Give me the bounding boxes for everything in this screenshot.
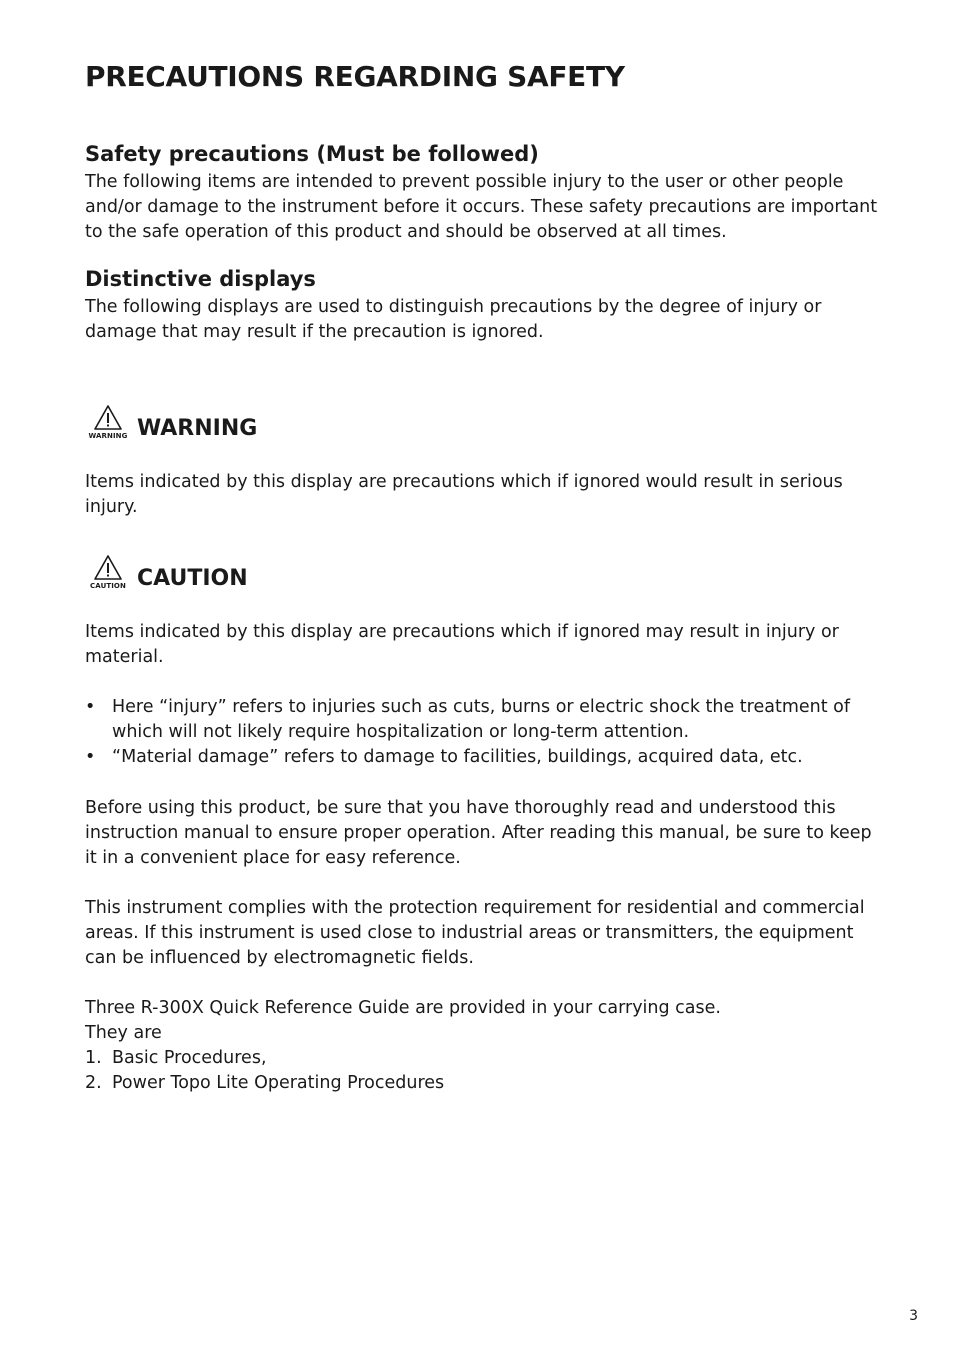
warning-icon-text: WARNING <box>88 432 128 440</box>
caution-text: Items indicated by this display are precautions which if ignored may result in injury or material. <box>85 622 839 667</box>
bullet-glyph: • <box>85 697 96 717</box>
caution-label: CAUTION <box>137 566 248 591</box>
item-text: Basic Procedures, <box>112 1048 267 1068</box>
caution-icon <box>85 554 131 592</box>
caution-icon-text: CAUTION <box>90 582 126 590</box>
bullet-list <box>85 695 885 770</box>
bullet-text: Here “injury” refers to injuries such as cuts, burns or electric shock the treatment of which will not likely require hospitalization or long-term attention. <box>112 697 851 742</box>
safety-text: The following items are intended to prevent possible injury to the user or other people and/or damage to the instrument before it occurs. These safety precautions are important to the safe operation of this product and should be observed at all times. <box>85 172 878 242</box>
list-item <box>85 1071 444 1096</box>
caution-display <box>85 554 248 592</box>
item-number: 1. <box>85 1048 102 1068</box>
before-use-paragraph: Before using this product, be sure that you have thoroughly read and understood this instruction manual to ensure proper operation. After reading this manual, be sure to keep it in a convenient place for easy reference. <box>85 798 872 868</box>
page-title: PRECAUTIONS REGARDING SAFETY <box>85 60 625 93</box>
warning-icon <box>85 404 131 442</box>
warning-display <box>85 404 257 442</box>
item-number: 2. <box>85 1073 102 1093</box>
bullet-glyph: • <box>85 747 96 767</box>
page-number: 3 <box>909 1308 918 1324</box>
safety-heading: Safety precautions (Must be followed) <box>85 142 539 166</box>
list-item <box>85 1046 267 1071</box>
distinctive-heading: Distinctive displays <box>85 267 316 291</box>
warning-label: WARNING <box>137 416 258 441</box>
guide-line-2: They are <box>85 1023 162 1043</box>
distinctive-text: The following displays are used to distinguish precautions by the degree of injury or damage that may result if the precaution is ignored. <box>85 297 822 342</box>
item-text: Power Topo Lite Operating Procedures <box>112 1073 445 1093</box>
list-item <box>85 695 885 745</box>
compliance-paragraph: This instrument complies with the protection requirement for residential and commercial areas. If this instrument is used close to industrial areas or transmitters, the equipment can be influenced by electromagnetic fields. <box>85 898 865 968</box>
warning-text: Items indicated by this display are precautions which if ignored would result in serious injury. <box>85 472 843 517</box>
guide-line-1: Three R-300X Quick Reference Guide are provided in your carrying case. <box>85 998 721 1018</box>
bullet-text: “Material damage” refers to damage to facilities, buildings, acquired data, etc. <box>112 747 803 767</box>
list-item <box>85 745 885 770</box>
